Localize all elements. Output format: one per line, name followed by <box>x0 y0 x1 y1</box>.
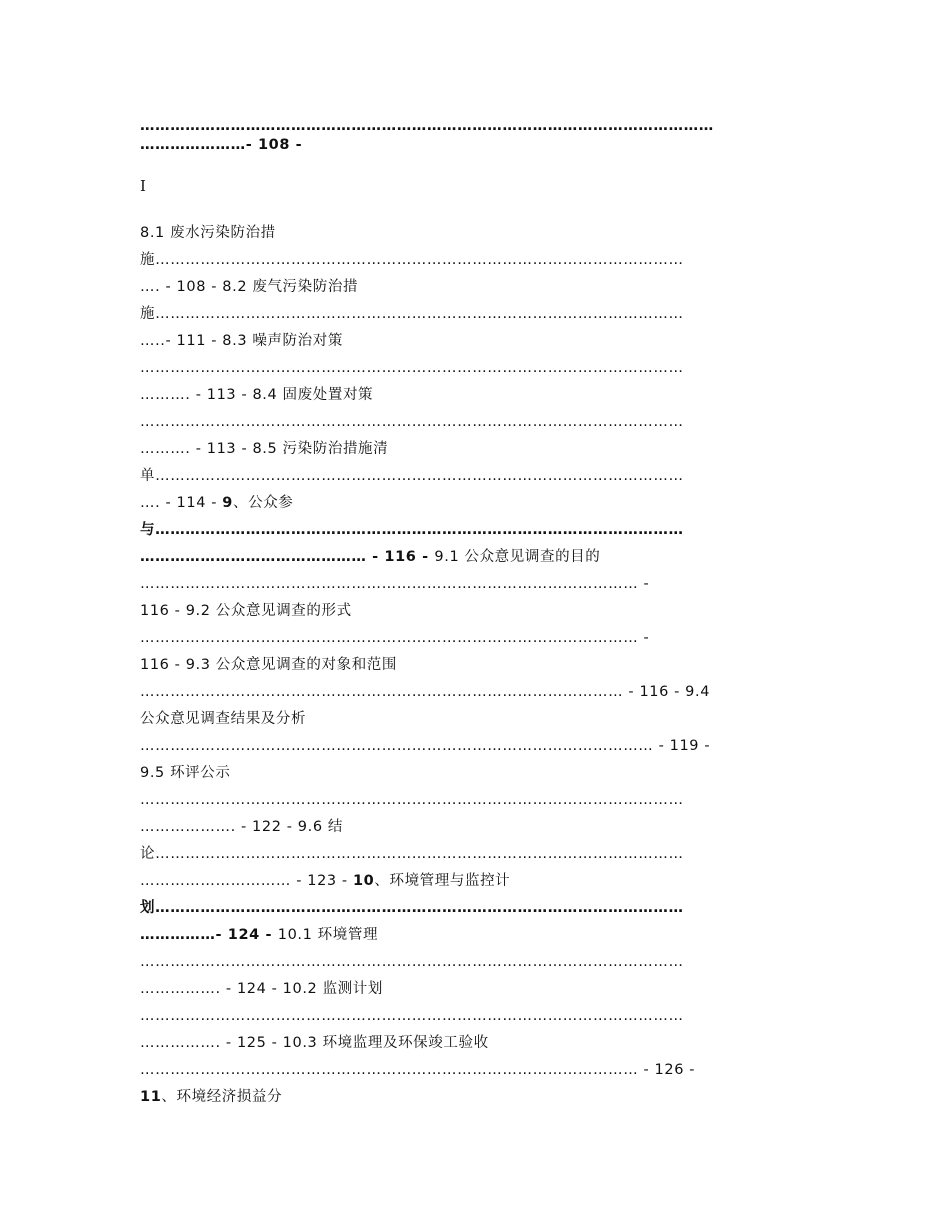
toc-line: ……………………………………………………………………………………… - <box>140 630 650 646</box>
toc-line: ……………. - 125 - 10.3 环境监理及环保竣工验收 <box>140 1035 489 1051</box>
toc-line <box>140 493 810 513</box>
toc-line: ……………………………………………………………………………………… - <box>140 576 650 592</box>
toc-line: 116 - 9.3 公众意见调查的对象和范围 <box>140 657 397 673</box>
chapter-number: 11 <box>140 1089 162 1105</box>
toc-line: ……………………………………………………………………………………… - 126 - <box>140 1062 696 1078</box>
toc-line: …. - 108 - 8.2 废气污染防治措 <box>140 279 359 295</box>
toc-line <box>140 871 810 891</box>
toc-line: ………. - 113 - 8.4 固废处置对策 <box>140 387 374 403</box>
toc-line: …………………- 108 - <box>140 137 303 153</box>
toc-line: 划…………………………………………………………………………………………… <box>140 900 684 916</box>
toc-line: 施…………………………………………………………………………………………… <box>140 306 684 322</box>
toc-line: ……………………………………………………………………………………………… <box>140 414 684 430</box>
toc-line: ………………. - 122 - 9.6 结 <box>140 819 343 835</box>
toc-text: 、环境管理与监控计 <box>374 873 511 889</box>
toc-text: …. - 114 - <box>140 495 223 511</box>
toc-line: ……………………………………………………………………………………………… <box>140 1008 684 1024</box>
chapter-number: 9 <box>222 495 233 511</box>
toc-text: ………………………… - 123 - <box>140 873 353 889</box>
toc-text: 10.1 环境管理 <box>277 927 379 943</box>
toc-text: 、公众参 <box>233 495 294 511</box>
toc-line: ………………………………………………………………………………………… - 119 - <box>140 738 711 754</box>
toc-line <box>140 547 810 567</box>
page-ref: ……………- 124 - <box>140 927 278 943</box>
toc-line: ……………. - 124 - 10.2 监测计划 <box>140 981 383 997</box>
page-ref: - 116 - <box>366 549 435 565</box>
toc-text: 9.1 公众意见调查的目的 <box>434 549 601 565</box>
toc-line: 单…………………………………………………………………………………………… <box>140 468 684 484</box>
toc-text: ……………………………………… <box>140 549 367 565</box>
toc-line: …..- 111 - 8.3 噪声防治对策 <box>140 333 343 349</box>
toc-line: …………………………………………………………………………………… - 116 - 9.4 <box>140 684 711 700</box>
toc-line: 与…………………………………………………………………………………………… <box>140 522 684 538</box>
chapter-number: 10 <box>352 873 375 889</box>
toc-line: …………………………………………………………………………………………………… <box>140 118 714 134</box>
toc-line: 施…………………………………………………………………………………………… <box>140 252 684 268</box>
toc-line: 论…………………………………………………………………………………………… <box>140 846 684 862</box>
toc-line: ……………………………………………………………………………………………… <box>140 792 684 808</box>
toc-line: 116 - 9.2 公众意见调查的形式 <box>140 603 352 619</box>
toc-line: ……………………………………………………………………………………………… <box>140 360 684 376</box>
toc-line: 公众意见调查结果及分析 <box>140 711 307 727</box>
toc-text: 、环境经济损益分 <box>161 1089 283 1105</box>
toc-line: ……………………………………………………………………………………………… <box>140 954 684 970</box>
toc-line <box>140 1087 810 1107</box>
toc-line: ………. - 113 - 8.5 污染防治措施清 <box>140 441 389 457</box>
toc-line: 9.5 环评公示 <box>140 765 231 781</box>
toc-line: 8.1 废水污染防治措 <box>140 225 276 241</box>
page-number-roman: I <box>140 177 146 195</box>
toc-line <box>140 925 810 945</box>
